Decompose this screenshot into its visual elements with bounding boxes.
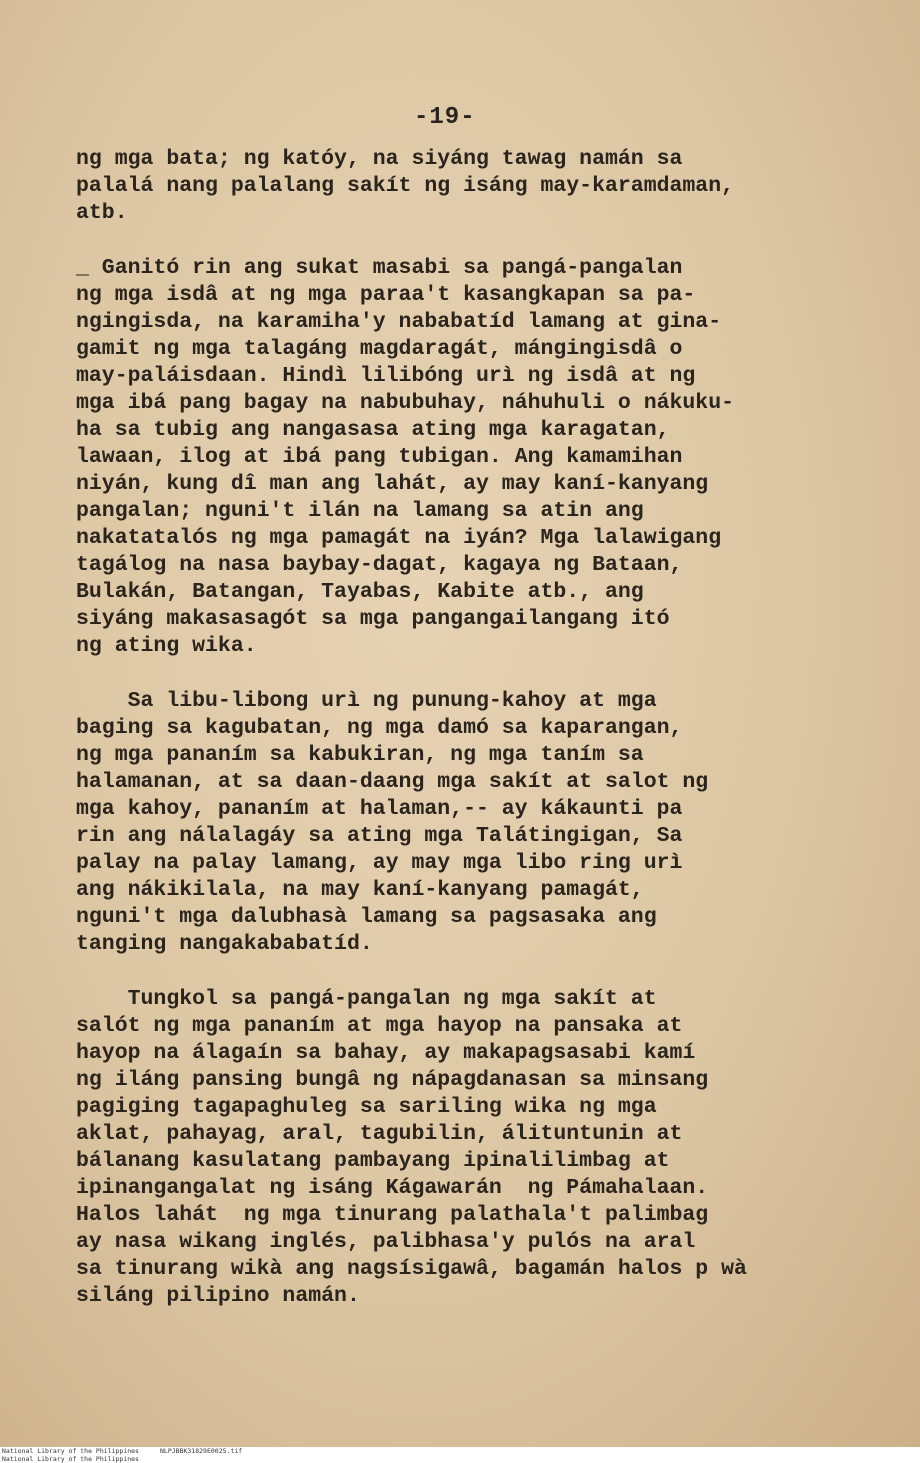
text-line: ang nákikilala, na may kaní-kanyang pamagát, (76, 878, 644, 902)
body-text (76, 146, 896, 1338)
text-line: Tungkol sa pangá-pangalan ng mga sakít at (76, 987, 657, 1011)
text-line: ha sa tubig ang nangasasa ating mga karagatan, (76, 418, 670, 442)
text-line: hayop na álagaín sa bahay, ay makapagsasabi kamí (76, 1041, 696, 1065)
scan-footer (0, 1447, 920, 1463)
text-line: ipinangangalat ng isáng Kágawarán ng Pámahalaan. (76, 1176, 709, 1200)
text-line: halamanan, at sa daan-daang mga sakít at salot ng (76, 770, 709, 794)
text-line: Halos lahát ng mga tinurang palathala't palimbag (76, 1203, 709, 1227)
text-line: pagiging tagapaghuleg sa sariling wika ng mga (76, 1095, 657, 1119)
text-line: mga kahoy, pananím at halaman,-- ay kákaunti pa (76, 797, 683, 821)
text-line: sa tinurang wikà ang nagsísigawâ, bagamán halos p wà (76, 1257, 747, 1281)
text-line: ay nasa wikang inglés, palibhasa'y pulós na aral (76, 1230, 696, 1254)
text-line: gamit ng mga talagáng magdaragát, mángingisdâ o (76, 337, 683, 361)
paragraph (76, 255, 896, 660)
footer-library-line-2: National Library of the Philippines (2, 1455, 139, 1463)
text-line: palay na palay lamang, ay may mga libo ring urì (76, 851, 683, 875)
text-line: _ Ganitó rin ang sukat masabi sa pangá-pangalan (76, 256, 683, 280)
text-line: ng ating wika. (76, 634, 257, 658)
text-line: ng mga pananím sa kabukiran, ng mga taním sa (76, 743, 644, 767)
text-line: salót ng mga pananím at mga hayop na pansaka at (76, 1014, 683, 1038)
paragraph (76, 688, 896, 958)
text-line: Bulakán, Batangan, Tayabas, Kabite atb., ang (76, 580, 644, 604)
text-line: atb. (76, 201, 128, 225)
text-line: ng mga bata; ng katóy, na siyáng tawag namán sa (76, 147, 683, 171)
paragraph (76, 986, 896, 1310)
text-line: ng iláng pansing bungâ ng nápagdanasan sa minsang (76, 1068, 709, 1092)
text-line: ngingisda, na karamiha'y nababatíd lamang at gina- (76, 310, 722, 334)
text-line: pangalan; nguni't ilán na lamang sa atin ang (76, 499, 644, 523)
text-line: mga ibá pang bagay na nabubuhay, náhuhuli o nákuku- (76, 391, 735, 415)
text-line: lawaan, ilog at ibá pang tubigan. Ang kamamihan (76, 445, 683, 469)
footer-library-line-1: National Library of the Philippines (2, 1447, 139, 1455)
text-line: nguni't mga dalubhasà lamang sa pagsasaka ang (76, 905, 657, 929)
text-line: palalá nang palalang sakít ng isáng may-karamdaman, (76, 174, 735, 198)
text-line: siláng pilipino namán. (76, 1284, 360, 1308)
page-number: -19- (414, 104, 476, 131)
paragraph (76, 146, 896, 227)
text-line: baging sa kagubatan, ng mga damó sa kaparangan, (76, 716, 683, 740)
footer-file-id: NLPJBBK31829E0025.tif (160, 1447, 243, 1455)
text-line: ng mga isdâ at ng mga paraa't kasangkapan sa pa- (76, 283, 696, 307)
text-line: siyáng makasasagót sa mga pangangailangang itó (76, 607, 670, 631)
text-line: tanging nangakababatíd. (76, 932, 373, 956)
text-line: aklat, pahayag, aral, tagubilin, álituntunin at (76, 1122, 683, 1146)
text-line: Sa libu-libong urì ng punung-kahoy at mga (76, 689, 657, 713)
text-line: tagálog na nasa baybay-dagat, kagaya ng Bataan, (76, 553, 683, 577)
text-line: nakatatalós ng mga pamagát na iyán? Mga lalawigang (76, 526, 722, 550)
text-line: may-paláisdaan. Hindì lilibóng urì ng isdâ at ng (76, 364, 696, 388)
text-line: rin ang nálalagáy sa ating mga Talátingigan, Sa (76, 824, 683, 848)
text-line: niyán, kung dî man ang lahát, ay may kaní-kanyang (76, 472, 709, 496)
text-line: bálanang kasulatang pambayang ipinalilimbag at (76, 1149, 670, 1173)
